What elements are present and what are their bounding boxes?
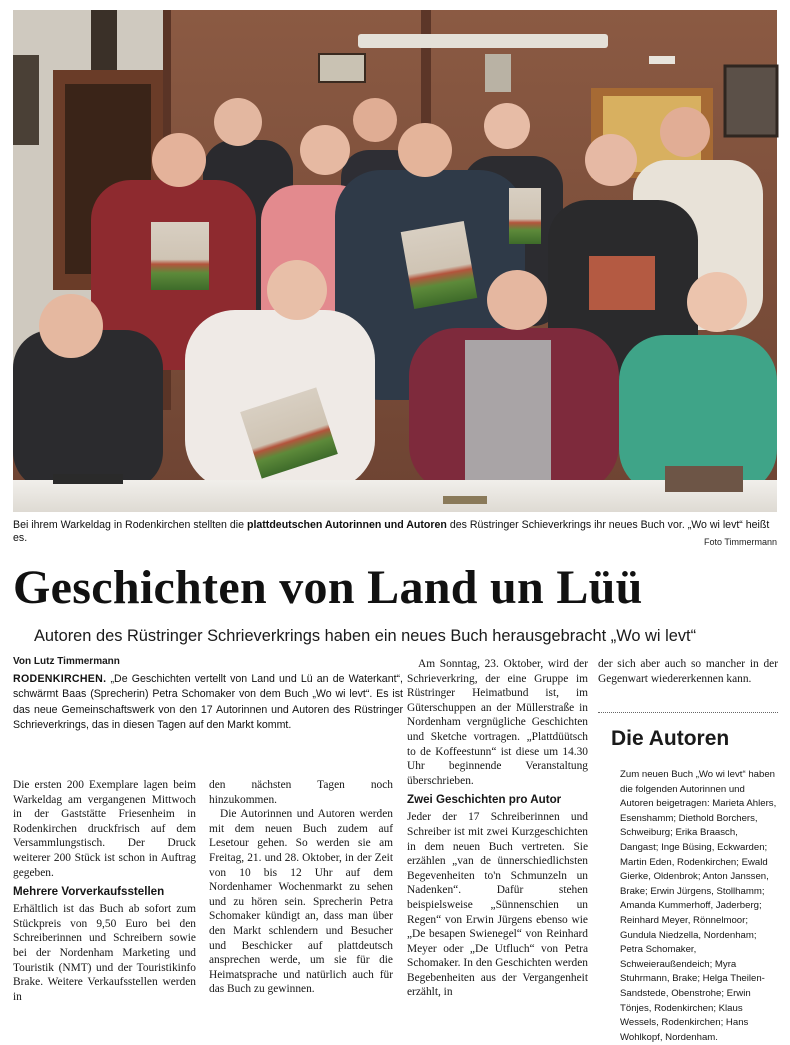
dateline: RODENKIRCHEN. [13, 673, 107, 685]
group-photo-illustration [13, 10, 777, 512]
body-paragraph: Die ersten 200 Exemplare lagen beim Warkeldag am vergangenen Mittwoch in der Gaststätte Friesenheim in Rodenkirchen druckfrisch auf dem Versammlungstisch. Der Druck weiterer 200 Stück ist schon in Auftrag gegeben. [13, 779, 196, 879]
ceiling-lamp [358, 34, 608, 48]
book-on-table [665, 466, 743, 492]
body-paragraph: Jeder der 17 Schreiberinnen und Schreiber ist mit zwei Kurzgeschichten in dem neuen Buch vertreten. Sie erzählen „van de ünnerschiedlichsten Begevenheiten to'n Schmunzeln un Nadenken“. Dafür stehen beispielsweise „Sünnenschien un Regen“ von Erwin Jürgens ebenso wie „De besapen Swienegel“ von Reinhard Meyer oder „De Utfluch“ von Petra Schomaker. In den Geschichten werden Begebenheiten aus der Vergangenheit erzählt, in [407, 811, 588, 999]
body-paragraph: der sich aber auch so mancher in der Gegenwart wiedererkennen kann. [598, 658, 778, 685]
headline: Geschichten von Land un Lüü [13, 561, 643, 614]
sidebar-title: Die Autoren [611, 727, 730, 750]
caption-text-end: des Rüstringer Schieverkrings ihr neues Buch vor. „Wo wi levt“ heißt es. [13, 519, 770, 544]
wall-picture [91, 10, 117, 70]
wall-picture [725, 66, 777, 136]
section-heading: Zwei Geschichten pro Autor [407, 793, 562, 807]
group-photo [13, 10, 777, 512]
sidebar-author-list: Zum neuen Buch „Wo wi levt“ haben die folgenden Autorinnen und Autoren beigetragen: Marieta Ahlers, Esenshamm; Diethold Borchers, Schweiburg; Erika Braasch, Dangast; Inge Büsing, Eckwarden; Martin Eden, Rodenkirchen; Ewald Gierke, Oldenbrok; Anton Janssen, Brake; Erwin Jürgens, Stollhamm; Amanda Kummerhoff, Jaderberg; Reinhard Meyer, Rönnelmoor; Gundula Niedzella, Nordenham; Petra Schomaker, Schweieraußendeich; Myra Stuhrmann, Brake; Helga Theilen-Sandstede, Obenstrohe; Erwin Tönjes, Rodenkirchen; Klaus Wessels, Rodenkirchen; Hans Wohlkopf, Nordenham. [620, 769, 777, 1043]
table [13, 480, 777, 512]
book-on-table [443, 496, 487, 504]
wall-picture [319, 54, 365, 82]
photo-credit: Foto Timmermann [703, 537, 777, 547]
lead-paragraph [13, 672, 403, 734]
byline: Von Lutz Timmermann [13, 656, 120, 667]
body-paragraph: Am Sonntag, 23. Oktober, wird der Schrieverkring, der eine Gruppe im Rüstringer Heimatbund ist, im Güterschuppen an der Müllerstraße in Nordenham vergnügliche Geschichten und Sketche vortragen. „Plattdüütsch to de Koffeestunn“ ist diese um 14.30 Uhr beginnende Veranstaltung überschrieben. [407, 658, 588, 787]
article-column-2 [209, 778, 393, 997]
wall-picture [13, 55, 39, 145]
caption-bold-text: plattdeutschen Autorinnen und Autoren [246, 519, 447, 531]
body-paragraph: Erhältlich ist das Buch ab sofort zum Stückpreis von 9,50 Euro bei den Schreiberinnen und Schreibern sowie bei der Nordenham Marketing und Touristik (NMT) und der Touristikinfo Brake. Weitere Verkaufsstellen werden in [13, 903, 196, 1003]
body-paragraph: Die Autorinnen und Autoren werden mit dem neuen Buch zudem auf Lesetour gehen. So werden sie am Freitag, 21. und 28. Oktober, in der Zeit von 10 bis 12 Uhr auf dem Nordenhamer Wochenmarkt zu sehen und zu hören sein. Sprecherin Petra Schomaker kündigt an, dass man über den Markt schlendern und Besucher und Beschicker auf plattdeutsch ansprechen werde, um sie für die Heimatsprache und natürlich auch für das Buch zu gewinnen. [209, 808, 393, 996]
caption-text: Bei ihrem Warkeldag in Rodenkirchen stellten die [13, 519, 247, 531]
toilet-sign [649, 56, 675, 64]
column-divider [598, 712, 778, 713]
subheadline: Autoren des Rüstringer Schrieverkrings haben ein neues Buch herausgebracht „Wo wi levt“ [34, 627, 697, 645]
article-column-1 [13, 778, 196, 1004]
body-paragraph: den nächsten Tagen noch hinzukommen. [209, 779, 393, 806]
section-heading: Mehrere Vorverkaufsstellen [13, 885, 165, 899]
article-column-4 [598, 657, 778, 686]
article-column-3 [407, 657, 588, 1000]
lead-text: „De Geschichten vertellt von Land und Lü an de Waterkant“, schwärmt Baas (Sprecherin) Petra Schomaker von dem Buch „Wo wi levt“. Es ist das neue Gemeinschaftswerk von den 17 Autorinnen und Autoren des Rüstringer Schrieverkrings, das in diesen Tagen auf den Markt kommt. [13, 673, 403, 732]
notice-board [485, 54, 511, 92]
book-on-table [53, 474, 123, 484]
